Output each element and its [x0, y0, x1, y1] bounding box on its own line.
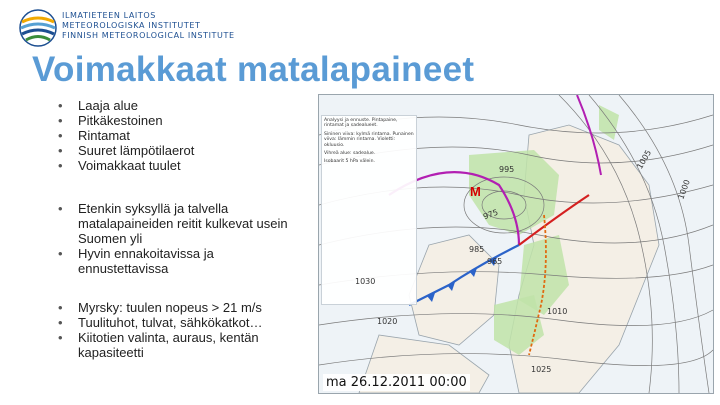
slide-title: Voimakkaat matalapaineet: [32, 50, 475, 89]
map-legend: Analyysi ja ennuste. Pintapaine, rintamat ja sadealueet. Sininen viiva: kylmä rintama. Punainen viiva: lämmin rintama. Violetti: okluusio. Vihreä alue: sadealue. Isobaarit 5 hPa välein.: [321, 115, 417, 305]
bullet-group-routes: [54, 201, 304, 276]
bullet-item: • Hyvin ennakoitavissa ja ennustettavissa: [54, 246, 304, 276]
bullet-group-characteristics: [54, 98, 304, 173]
bullet-item: • Kiitotien valinta, auraus, kentän kapasiteetti: [54, 330, 304, 360]
isobar-label: 1030: [355, 277, 376, 286]
fmi-globe-icon: [18, 8, 58, 48]
isobar-label: 995: [499, 165, 515, 174]
bullet-item: • Rintamat: [54, 128, 304, 143]
isobar-label: 1025: [531, 365, 552, 374]
isobar-label: 985: [469, 245, 485, 254]
bullet-group-storm: [54, 300, 304, 360]
isobar-label: 965: [487, 257, 503, 266]
fmi-logo: [18, 8, 238, 52]
isobar-label: 1020: [377, 317, 398, 326]
precip-area: [599, 105, 619, 140]
bullet-item: • Suuret lämpötilaerot: [54, 143, 304, 158]
logo-text: ILMATIETEEN LAITOS METEOROLOGISKA INSTITUTET FINNISH METEOROLOGICAL INSTITUTE: [62, 11, 235, 40]
low-pressure-marker: M: [470, 184, 481, 199]
bullet-item: • Voimakkaat tuulet: [54, 158, 304, 173]
isobar-label: 1000: [676, 178, 692, 201]
isobar-label: 1005: [635, 148, 654, 171]
bullet-item: • Myrsky: tuulen nopeus > 21 m/s: [54, 300, 304, 315]
bullet-item: • Pitkäkestoinen: [54, 113, 304, 128]
weather-map: [318, 94, 714, 394]
bullet-item: • Laaja alue: [54, 98, 304, 113]
map-date-label: ma 26.12.2011 00:00: [323, 374, 470, 391]
isobar-label: 1010: [547, 307, 568, 316]
bullet-item: • Tuulituhot, tulvat, sähkökatkot…: [54, 315, 304, 330]
isobar-label: 975: [481, 207, 500, 222]
bullet-item: • Etenkin syksyllä ja talvella matalapaineiden reitit kulkevat usein Suomen yli: [54, 201, 304, 246]
